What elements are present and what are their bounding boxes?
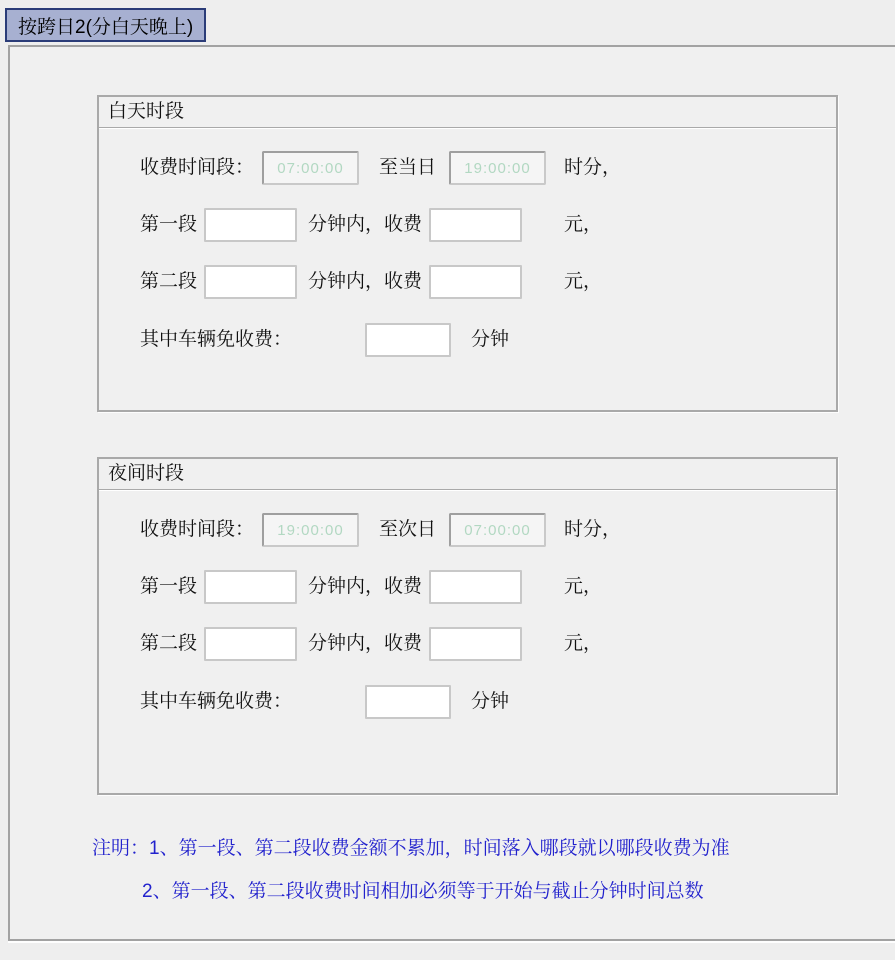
segment2-label: 第二段 (140, 271, 198, 292)
minutes-suffix-label: 分钟 (471, 329, 510, 350)
minutes-charge-label: 分钟内，收费 (308, 214, 423, 235)
night-segment2-row (99, 627, 836, 661)
hour-minute-suffix-label: 时分， (564, 157, 622, 178)
daytime-segment1-row (99, 208, 836, 242)
minutes-charge-label: 分钟内，收费 (308, 576, 423, 597)
night-free-minutes-input[interactable] (365, 685, 451, 719)
yuan-suffix-label: 元， (564, 271, 603, 292)
daytime-charge-period-row (99, 151, 836, 185)
daytime-group-title: 白天时段 (99, 97, 836, 128)
daytime-end-time-input (449, 151, 546, 185)
yuan-suffix-label: 元， (564, 214, 603, 235)
night-groupbox (97, 457, 838, 795)
night-start-time-input (262, 513, 359, 547)
daytime-free-minutes-row (99, 323, 836, 357)
vehicle-free-charge-label: 其中车辆免收费： (140, 691, 293, 712)
note-line-1: 注明：1、第一段、第二段收费金额不累加，时间落入哪段就以哪段收费为准 (92, 838, 730, 859)
hour-minute-suffix-label: 时分， (564, 519, 622, 540)
night-group-title: 夜间时段 (99, 459, 836, 490)
fee-settings-panel (8, 45, 895, 941)
daytime-free-minutes-input[interactable] (365, 323, 451, 357)
daytime-start-time-input (262, 151, 359, 185)
night-segment2-fee-input[interactable] (429, 627, 522, 661)
night-segment2-minutes-input[interactable] (204, 627, 297, 661)
segment1-label: 第一段 (140, 214, 198, 235)
yuan-suffix-label: 元， (564, 576, 603, 597)
yuan-suffix-label: 元， (564, 633, 603, 654)
segment2-label: 第二段 (140, 633, 198, 654)
night-segment1-minutes-input[interactable] (204, 570, 297, 604)
night-segment1-fee-input[interactable] (429, 570, 522, 604)
minutes-charge-label: 分钟内，收费 (308, 271, 423, 292)
tab-cross-day-2[interactable] (5, 8, 206, 42)
night-segment1-row (99, 570, 836, 604)
minutes-suffix-label: 分钟 (471, 691, 510, 712)
charge-period-label: 收费时间段： (140, 519, 255, 540)
tab-label: 按跨日2(分白天晚上) (18, 16, 194, 38)
night-free-minutes-row (99, 685, 836, 719)
daytime-segment1-minutes-input[interactable] (204, 208, 297, 242)
minutes-charge-label: 分钟内，收费 (308, 633, 423, 654)
daytime-segment1-fee-input[interactable] (429, 208, 522, 242)
daytime-groupbox (97, 95, 838, 412)
charge-period-label: 收费时间段： (140, 157, 255, 178)
daytime-segment2-row (99, 265, 836, 299)
segment1-label: 第一段 (140, 576, 198, 597)
daytime-segment2-minutes-input[interactable] (204, 265, 297, 299)
night-end-time-input (449, 513, 546, 547)
night-charge-period-row (99, 513, 836, 547)
same-day-until-label: 至当日 (379, 157, 437, 178)
vehicle-free-charge-label: 其中车辆免收费： (140, 329, 293, 350)
daytime-segment2-fee-input[interactable] (429, 265, 522, 299)
note-line-2: 2、第一段、第二段收费时间相加必须等于开始与截止分钟时间总数 (142, 881, 704, 902)
next-day-until-label: 至次日 (379, 519, 437, 540)
